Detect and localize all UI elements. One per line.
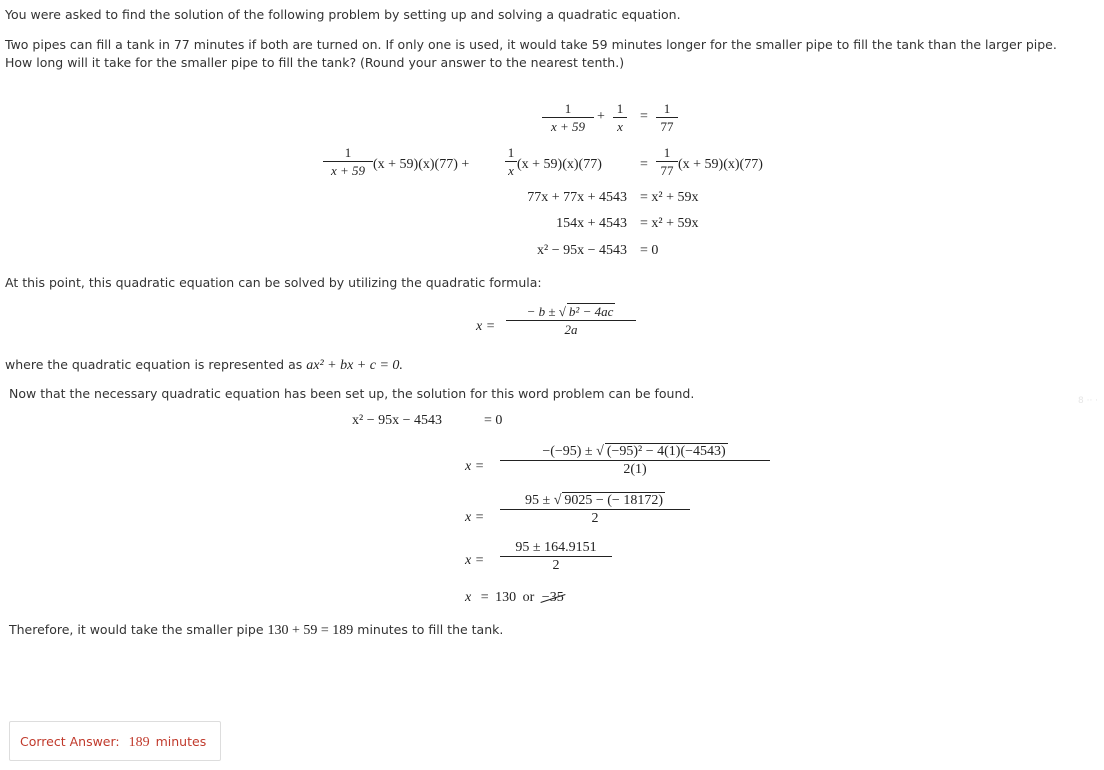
rejected-root: −35 [541,590,564,605]
conclusion-suffix: minutes to fill the tank. [357,622,504,637]
numerator: −(−95) ± √ (−95)² − 4(1)(−4543) [542,444,726,459]
equals-sign: = [480,590,489,605]
corner-mark: 8 ·· · [1078,396,1099,406]
fraction [613,101,627,134]
plus-sign: + [597,109,605,124]
conclusion-text [9,622,503,639]
standard-form: ax² + bx + c = 0. [306,358,403,373]
equation-rhs: = 0 [484,413,503,428]
numerator-prefix: − b ± [526,304,556,319]
denominator: x + 59 [330,163,366,178]
denominator: x [617,119,623,134]
denominator: 2 [552,558,560,573]
equation-lhs: 77x + 77x + 4543 [527,190,627,205]
denominator: 2a [564,322,578,337]
fraction [656,145,678,178]
numerator: − b ± √ b² − 4ac [526,304,614,319]
where-text [5,357,403,374]
problem-text-line1: Two pipes can fill a tank in 77 minutes if both are turned on. If only one is used, it would take 59 minutes longer for the smaller pipe to fill the tank than the larger pipe. [5,37,1057,52]
denominator: 2 [591,511,599,526]
correct-answer-box [9,721,221,761]
numerator-prefix: 95 ± [525,493,551,508]
equals-sign: = [640,157,648,172]
equals-sign: = [640,109,648,124]
variable: x [465,590,472,605]
numerator: 1 [507,145,515,160]
radicand: b² − 4ac [568,304,614,319]
fraction [500,443,770,477]
fraction [500,540,612,573]
denominator: x [508,163,514,178]
correct-answer [20,734,206,751]
numerator: 95 ± 164.9151 [515,540,597,555]
denominator: 2(1) [623,462,647,477]
equation-lhs: x = [465,510,485,525]
expression: (x + 59)(x)(77) + [373,157,470,172]
final-solutions [465,590,564,606]
equation-lhs: x² − 95x − 4543 [537,243,627,258]
fraction [506,303,636,337]
numerator: 1 [564,101,572,116]
radicand: (−95)² − 4(1)(−4543) [606,444,726,459]
conclusion-math: 130 + 59 = 189 [267,623,354,638]
fraction [656,101,678,134]
fraction [542,101,594,134]
conclusion-prefix: Therefore, it would take the smaller pipe [9,622,264,637]
fraction [500,492,690,526]
equation-rhs: = 0 [640,243,659,258]
fraction [323,145,373,178]
denominator: 77 [660,119,674,134]
equation-lhs: x = [465,459,485,474]
solve-intro-text: Now that the necessary quadratic equation has been set up, the solution for this word problem can be found. [9,386,695,401]
correct-answer-unit: minutes [155,734,207,749]
correct-answer-value: 189 [128,735,150,750]
equation-rhs: = x² + 59x [640,190,699,205]
numerator: 1 [344,145,352,160]
denominator: x + 59 [550,119,586,134]
expression: (x + 59)(x)(77) [517,157,602,172]
equation-lhs: x² − 95x − 4543 [352,413,442,428]
where-text-label: where the quadratic equation is represented as [5,357,303,372]
numerator: 1 [663,145,671,160]
radicand: 9025 − (− 18172) [564,493,663,508]
formula-lhs: x = [476,319,496,334]
numerator-prefix: −(−95) ± [542,444,593,459]
denominator: 77 [660,163,674,178]
equation-rhs: = x² + 59x [640,216,699,231]
formula-intro-text: At this point, this quadratic equation can be solved by utilizing the quadratic formula: [5,275,542,290]
numerator: 1 [616,101,624,116]
problem-text-line2: How long will it take for the smaller pipe to fill the tank? (Round your answer to the nearest tenth.) [5,55,625,70]
equation-lhs: x = [465,553,485,568]
expression: (x + 59)(x)(77) [678,157,763,172]
numerator: 95 ± √ 9025 − (− 18172) [525,493,663,508]
positive-root: 130 [495,590,517,605]
instruction-text: You were asked to find the solution of the following problem by setting up and solving a quadratic equation. [5,7,681,22]
fraction [505,145,517,178]
equation-lhs: 154x + 4543 [556,216,627,231]
correct-answer-label: Correct Answer: [20,734,120,749]
numerator: 1 [663,101,671,116]
or-text: or [522,590,535,605]
